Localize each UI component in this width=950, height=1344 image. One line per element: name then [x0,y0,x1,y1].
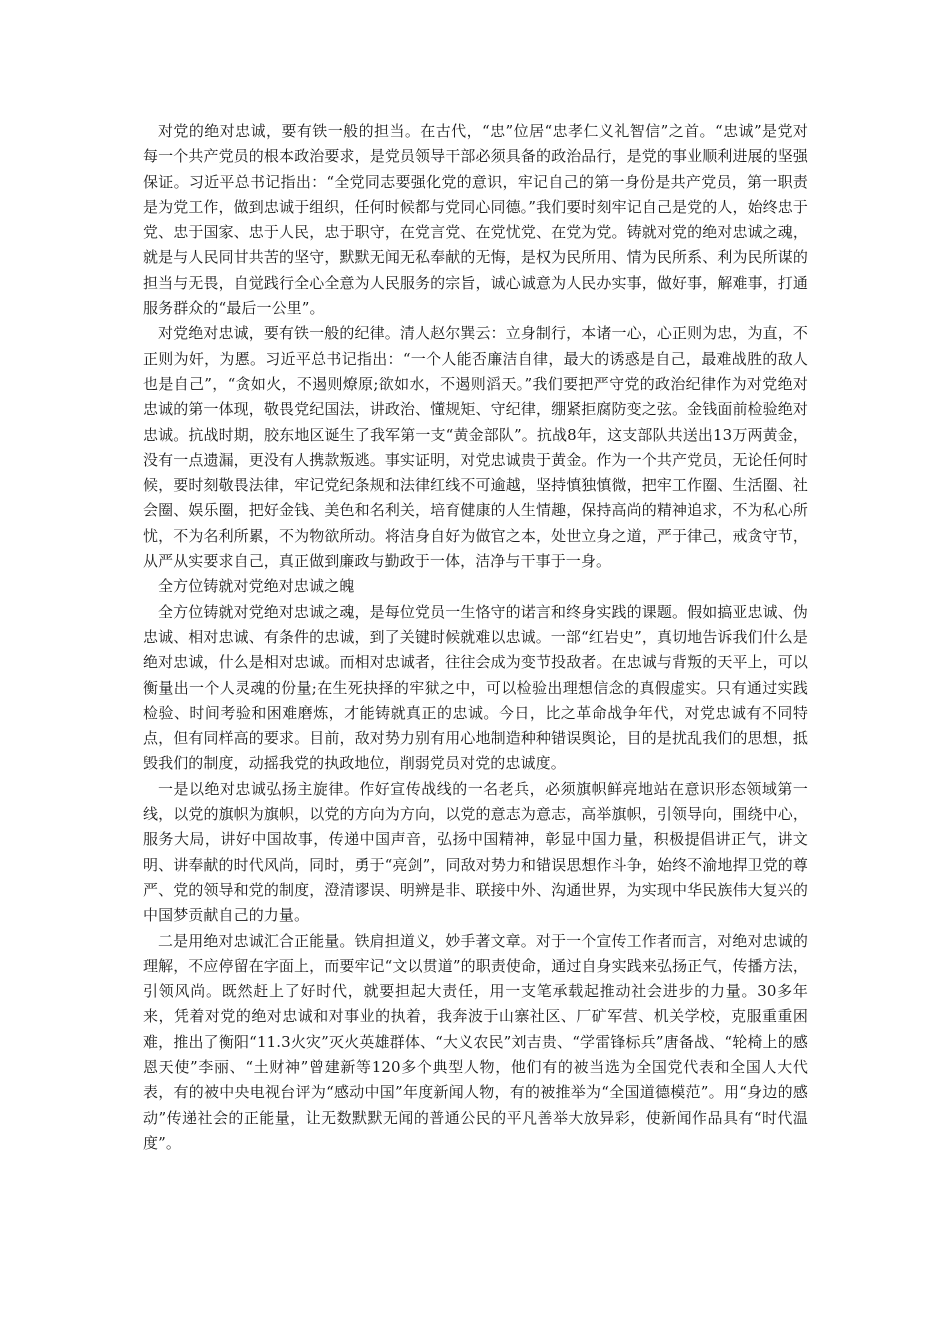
paragraph-absolute-loyalty-discipline: 对党绝对忠诚，要有铁一般的纪律。清人赵尔巽云：立身制行，本诸一心，心正则为忠，为直，不正则为奸，为慝。习近平总书记指出：“一个人能否廉洁自律，最大的诱惑是自己，最难战胜的敌人也是自己”，“贪如火，不遏则燎原;欲如水，不遏则滔天。”我们要把严守党的政治纪律作为对党绝对忠诚的第一体现，敬畏党纪国法，讲政治、懂规矩、守纪律，绷紧拒腐防变之弦。金钱面前检验绝对忠诚。抗战时期，胶东地区诞生了我军第一支“黄金部队”。抗战8年，这支部队共送出13万两黄金，没有一点遗漏，更没有人携款叛逃。事实证明，对党忠诚贵于黄金。作为一个共产党员，无论任何时候，要时刻敬畏法律，牢记党纪条规和法律红线不可逾越，坚持慎独慎微，把牢工作圈、生活圈、社会圈、娱乐圈，把好金钱、美色和名利关，培育健康的人生情趣，保持高尚的精神追求，不为私心所忧，不为名利所累，不为物欲所动。将洁身自好为做官之本，处世立身之道，严于律己，戒贪守节，从严从实要求自己，真正做到廉政与勤政于一体，洁净与干事于一身。 [143,324,808,571]
paragraph-absolute-loyalty-responsibility: 对党的绝对忠诚，要有铁一般的担当。在古代，“忠”位居“忠孝仁义礼智信”之首。“忠诚”是党对每一个共产党员的根本政治要求，是党员领导干部必须具备的政治品行，是党的事业顺利进展的坚强保证。习近平总书记指出：“全党同志要强化党的意识，牢记自己的第一身份是共产党员，第一职责是为党工作，做到忠诚于组织，任何时候都与党同心同德。”我们要时刻牢记自己是党的人，始终忠于党、忠于国家、忠于人民，忠于职守，在党言党、在党忧党、在党为党。铸就对党的绝对忠诚之魂，就是与人民同甘共苦的坚守，默默无闻无私奉献的无悔，是权为民所用、情为民所系、利为民所谋的担当与无畏，自觉践行全心全意为人民服务的宗旨，诚心诚意为人民办实事，做好事，解难事，打通服务群众的“最后一公里”。 [143,122,808,318]
paragraph-all-round-loyalty: 全方位铸就对党绝对忠诚之魂，是每位党员一生恪守的诺言和终身实践的课题。假如搞亚忠诚、伪忠诚、相对忠诚、有条件的忠诚，到了关键时候就难以忠诚。一部“红岩史”，真切地告诉我们什么是绝对忠诚，什么是相对忠诚。而相对忠诚者，往往会成为变节投敌者。在忠诚与背叛的天平上，可以衡量出一个人灵魂的份量;在生死抉择的牢狱之中，可以检验出理想信念的真假虚实。只有通过实践检验、时间考验和困难磨炼，才能铸就真正的忠诚。今日，比之革命战争年代，对党忠诚有不同特点，但有同样高的要求。目前，敌对势力别有用心地制造种种错误舆论，目的是扰乱我们的思想，抵毁我们的制度，动摇我党的执政地位，削弱党员对党的忠诚度。 [143,602,808,773]
section-heading: 全方位铸就对党绝对忠诚之魄 [158,577,355,596]
document-body [143,119,808,1156]
paragraph-point-two: 二是用绝对忠诚汇合正能量。铁肩担道义，妙手著文章。对于一个宣传工作者而言，对绝对忠诚的理解，不应停留在字面上，而要牢记“文以贯道”的职责使命，通过自身实践来弘扬正气，传播方法，引领风尚。既然赶上了好时代，就要担起大责任，用一支笔承载起推动社会进步的力量。30多年来，凭着对党的绝对忠诚和对事业的执着，我奔波于山寨社区、厂矿军营、机关学校，克服重重困难，推出了衡阳“11.3火灾”灭火英雄群体、“大义农民”刘吉贵、“学雷锋标兵”唐备战、“轮椅上的感恩天使”李丽、“土财神”曾建新等120多个典型人物，他们有的被当选为全国党代表和全国人大代表，有的被中央电视台评为“感动中国”年度新闻人物，有的被推举为“全国道德模范”。用“身边的感动”传递社会的正能量，让无数默默无闻的普通公民的平凡善举大放异彩，使新闻作品具有“时代温度”。 [143,931,808,1152]
paragraph-point-one: 一是以绝对忠诚弘扬主旋律。作好宣传战线的一名老兵，必须旗帜鲜亮地站在意识形态领域第一线，以党的旗帜为旗帜，以党的方向为方向，以党的意志为意志，高举旗帜，引领导向，围绕中心，服务大局，讲好中国故事，传递中国声音，弘扬中国精神，彰显中国力量，积极提倡讲正气，讲文明、讲奉献的时代风尚，同时，勇于“亮剑”，同敌对势力和错误思想作斗争，始终不渝地捍卫党的尊严、党的领导和党的制度，澄清谬误、明辨是非、联接中外、沟通世界，为实现中华民族伟大复兴的中国梦贡献自己的力量。 [143,779,808,925]
